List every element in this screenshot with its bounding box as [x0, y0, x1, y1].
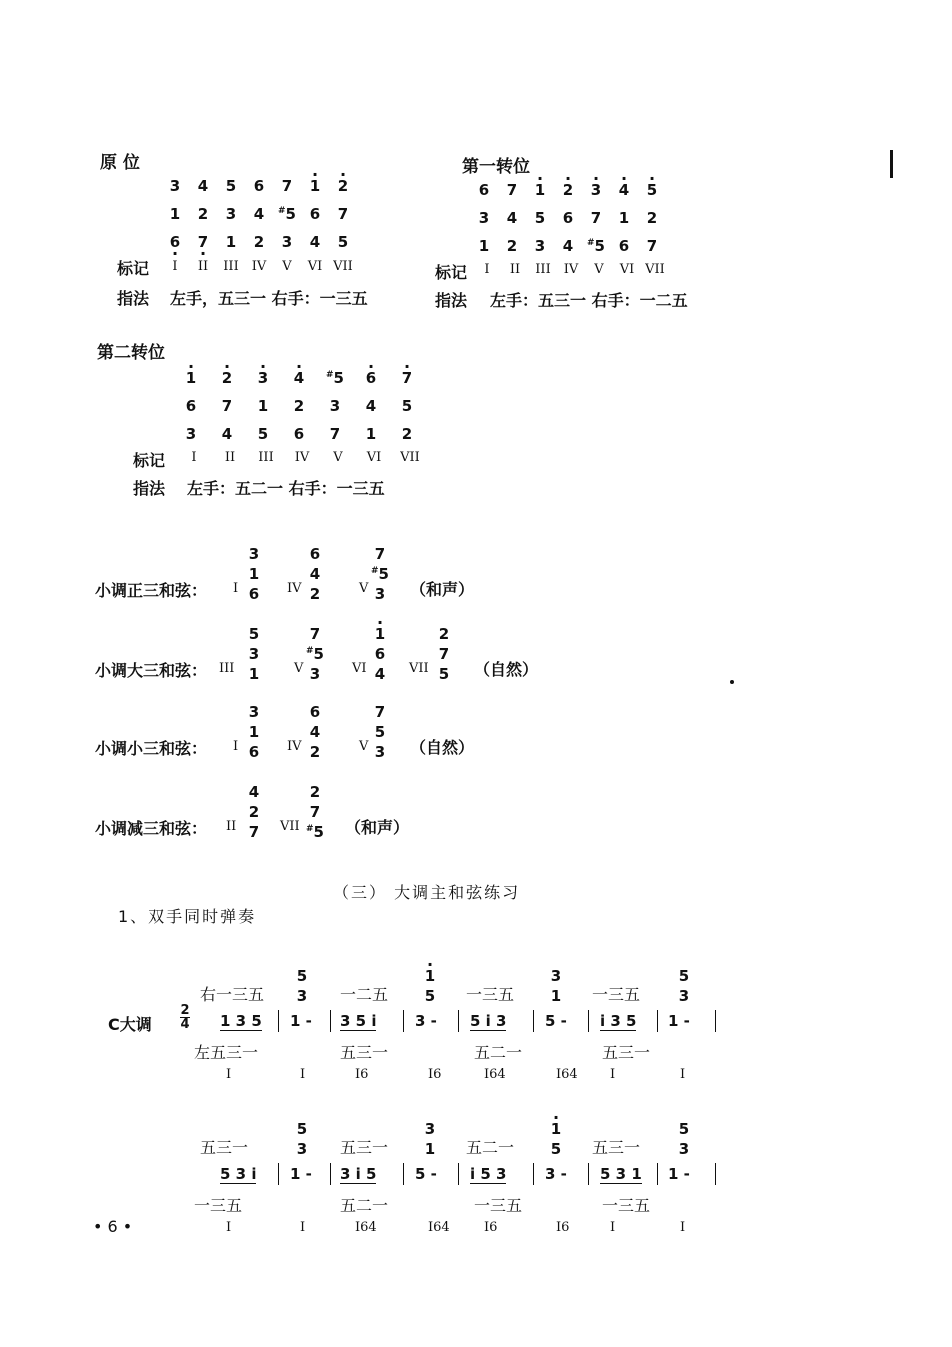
measure: 5 3 i — [220, 1165, 257, 1183]
chord-note: 3 — [374, 585, 386, 603]
first-fingering-label: 指法 — [435, 291, 468, 310]
chord-note: 3 — [309, 665, 321, 683]
harmony-mark: I — [226, 1067, 232, 1082]
barline — [458, 1163, 459, 1185]
first-mark: V — [594, 262, 604, 277]
second-inversion-title: 第二转位 — [97, 343, 165, 363]
fingering-bottom: 一三五 — [602, 1196, 651, 1215]
harmony-mark: I — [226, 1220, 232, 1235]
chord-note: 1 — [248, 665, 260, 683]
barline — [278, 1163, 279, 1185]
chord-roman: VII — [280, 819, 300, 834]
time-top: 2 — [180, 1003, 190, 1018]
first-note: 7 — [506, 181, 518, 199]
fingering-bottom: 五三一 — [602, 1043, 651, 1062]
first-note: 2 — [646, 209, 658, 227]
chord-note: 4 — [309, 723, 321, 741]
second-note: · 7 — [397, 369, 417, 387]
second-note: 3 — [185, 425, 197, 443]
stack-note: 3 — [678, 1140, 690, 1158]
measure: 5 i 3 — [470, 1012, 507, 1030]
chord-roman: IV — [287, 739, 302, 754]
barline — [657, 1010, 658, 1032]
second-fingering: 左手：五二一 右手：一三五 — [187, 479, 385, 498]
stack-note: 5 — [424, 987, 436, 1005]
chord-note-type: （自然） — [474, 660, 539, 679]
fingering-top: 一三五 — [466, 985, 515, 1004]
stack-note: 3 — [296, 987, 308, 1005]
root-note: 7 — [281, 177, 293, 195]
root-note: 3 — [225, 205, 237, 223]
barline — [715, 1163, 716, 1185]
root-note: 2 — [197, 205, 209, 223]
chord-note: 3 — [248, 645, 260, 663]
chord-note: 3 — [374, 743, 386, 761]
root-note: 1 — [169, 205, 181, 223]
harmony-mark: I — [680, 1220, 686, 1235]
second-note: 4 — [221, 425, 233, 443]
chord-note: 4 — [309, 565, 321, 583]
measure: i 3 5 — [600, 1012, 637, 1030]
second-note: 5 — [257, 425, 269, 443]
barline — [657, 1163, 658, 1185]
chord-note: 7 — [374, 545, 386, 563]
second-note: 6 — [185, 397, 197, 415]
chord-note: 1 — [248, 723, 260, 741]
harmony-mark: I6 — [484, 1220, 498, 1235]
second-mark: II — [224, 450, 236, 465]
stack-note: 5 — [678, 1120, 690, 1138]
chord-roman: III — [219, 661, 235, 676]
second-note: · 4 — [289, 369, 309, 387]
fingering-bottom: 五二一 — [340, 1196, 389, 1215]
root-note: 3 — [281, 233, 293, 251]
chord-note: #5 — [371, 565, 389, 583]
chord-note: 7 — [248, 823, 260, 841]
root-mark: V — [282, 259, 292, 274]
measure: 3 - — [545, 1165, 567, 1183]
second-note: 7 — [221, 397, 233, 415]
chord-note: 1 — [248, 565, 260, 583]
root-note: · 1 — [305, 177, 325, 195]
stack-note: 5 — [550, 1140, 562, 1158]
second-note: 7 — [329, 425, 341, 443]
harmony-mark: I6 — [355, 1067, 369, 1082]
second-mark: III — [258, 450, 274, 465]
root-mark: VI — [307, 259, 323, 274]
fingering-bottom: 左五三一 — [194, 1043, 259, 1062]
root-note: 6 — [309, 205, 321, 223]
second-mark: VI — [366, 450, 382, 465]
second-note: 5 — [401, 397, 413, 415]
second-note: 3 — [329, 397, 341, 415]
chord-note: 7 — [309, 625, 321, 643]
fingering-top: 右一三五 — [200, 985, 265, 1004]
barline — [403, 1163, 404, 1185]
chord-note: 5 — [248, 625, 260, 643]
first-note: #5 — [587, 237, 605, 255]
stack-note: · 1 — [546, 1120, 566, 1138]
measure: 1 3 5 — [220, 1012, 262, 1030]
barline — [533, 1010, 534, 1032]
harmony-mark: I — [610, 1067, 616, 1082]
measure: 3 5 i — [340, 1012, 377, 1030]
first-note: 5 — [534, 209, 546, 227]
fingering-bottom: 五三一 — [340, 1043, 389, 1062]
second-note: · 3 — [253, 369, 273, 387]
chord-note: 7 — [438, 645, 450, 663]
chord-label: 小调减三和弦： — [95, 819, 208, 838]
chord-label: 小调小三和弦： — [95, 739, 208, 758]
harmony-mark: I6 — [428, 1067, 442, 1082]
chord-note-type: （和声） — [410, 580, 475, 599]
root-fingering-label: 指法 — [117, 289, 150, 308]
chord-note: 4 — [374, 665, 386, 683]
root-fingering: 左手，五三一 右手：一三五 — [170, 289, 368, 308]
chord-note-type: （和声） — [345, 818, 410, 837]
root-note: 4 — [309, 233, 321, 251]
second-mark: IV — [294, 450, 310, 465]
root-mark: II — [197, 259, 209, 274]
barline — [330, 1163, 331, 1185]
chord-note: 7 — [374, 703, 386, 721]
root-position-title: 原 位 — [100, 153, 140, 173]
chord-roman: I — [233, 581, 239, 596]
stack-note: 3 — [296, 1140, 308, 1158]
first-mark: IV — [563, 262, 579, 277]
root-note: 4 — [197, 177, 209, 195]
chord-label: 小调正三和弦： — [95, 581, 208, 600]
chord-note: #5 — [306, 645, 324, 663]
chord-note: 5 — [438, 665, 450, 683]
first-note: · 5 — [642, 181, 662, 199]
chord-note: #5 — [306, 823, 324, 841]
harmony-mark: I — [680, 1067, 686, 1082]
measure: 5 - — [415, 1165, 437, 1183]
first-note: 4 — [562, 237, 574, 255]
barline — [278, 1010, 279, 1032]
stack-note: 5 — [678, 967, 690, 985]
stack-note: 3 — [550, 967, 562, 985]
measure: 5 3 1 — [600, 1165, 642, 1183]
first-note: · 2 — [558, 181, 578, 199]
first-note: 1 — [618, 209, 630, 227]
chord-note: 6 — [309, 545, 321, 563]
stack-note: 5 — [296, 1120, 308, 1138]
first-note: 6 — [618, 237, 630, 255]
margin-mark — [890, 150, 893, 178]
root-note: 5 — [225, 177, 237, 195]
root-note: 6 · — [165, 233, 185, 251]
time-bottom: 4 — [180, 1017, 190, 1032]
chord-label: 小调大三和弦： — [95, 661, 208, 680]
barline — [715, 1010, 716, 1032]
harmony-mark: I64 — [355, 1220, 377, 1235]
root-note: 2 — [253, 233, 265, 251]
chord-note: 6 — [309, 703, 321, 721]
first-note: · 1 — [530, 181, 550, 199]
root-note: 7 · — [193, 233, 213, 251]
chord-roman: II — [226, 819, 237, 834]
chord-note: 7 — [309, 803, 321, 821]
root-note: 1 — [225, 233, 237, 251]
first-note: 3 — [478, 209, 490, 227]
second-note: 2 — [293, 397, 305, 415]
first-note: 7 — [590, 209, 602, 227]
root-mark: IV — [251, 259, 267, 274]
second-note: · 6 — [361, 369, 381, 387]
measure: i 5 3 — [470, 1165, 507, 1183]
barline — [458, 1010, 459, 1032]
root-mark: VII — [333, 259, 353, 274]
second-note: · 1 — [181, 369, 201, 387]
fingering-bottom: 五二一 — [474, 1043, 523, 1062]
chord-roman: VII — [409, 661, 429, 676]
fingering-top: 五二一 — [466, 1138, 515, 1157]
root-note: 3 — [169, 177, 181, 195]
second-note: #5 — [326, 369, 344, 387]
measure: 1 - — [668, 1165, 690, 1183]
measure: 5 - — [545, 1012, 567, 1030]
root-mark: I — [172, 259, 178, 274]
first-note: · 4 — [614, 181, 634, 199]
first-inversion-title: 第一转位 — [462, 157, 530, 177]
speck — [730, 680, 734, 684]
barline — [330, 1010, 331, 1032]
measure: 1 - — [290, 1012, 312, 1030]
first-fingering: 左手：五三一 右手：一二五 — [490, 291, 688, 310]
first-mark: VI — [619, 262, 635, 277]
fingering-bottom: 一三五 — [474, 1196, 523, 1215]
fingering-bottom: 一三五 — [194, 1196, 243, 1215]
root-note: 6 — [253, 177, 265, 195]
chord-note: 6 — [248, 743, 260, 761]
root-note: 4 — [253, 205, 265, 223]
chord-roman: VI — [352, 661, 367, 676]
second-note: 2 — [401, 425, 413, 443]
first-note: 1 — [478, 237, 490, 255]
second-marks-label: 标记 — [133, 451, 166, 470]
chord-roman: V — [359, 739, 369, 754]
chord-note: 2 — [248, 803, 260, 821]
fingering-top: 五三一 — [200, 1138, 249, 1157]
first-note: 2 — [506, 237, 518, 255]
first-mark: VII — [645, 262, 665, 277]
second-mark: V — [333, 450, 343, 465]
fingering-top: 五三一 — [340, 1138, 389, 1157]
second-mark: I — [191, 450, 197, 465]
fingering-top: 一二五 — [340, 985, 389, 1004]
first-note: 4 — [506, 209, 518, 227]
harmony-mark: I — [300, 1220, 306, 1235]
chord-note: 3 — [248, 703, 260, 721]
measure: 3 - — [415, 1012, 437, 1030]
chord-note: 2 — [309, 743, 321, 761]
stack-note: 3 — [424, 1120, 436, 1138]
root-note: · 2 — [333, 177, 353, 195]
chord-note: 3 — [248, 545, 260, 563]
measure: 1 - — [290, 1165, 312, 1183]
harmony-mark: I64 — [428, 1220, 450, 1235]
time-signature — [180, 1004, 190, 1031]
root-note: 7 — [337, 205, 349, 223]
second-note: 6 — [293, 425, 305, 443]
chord-note: 2 — [309, 585, 321, 603]
first-marks-label: 标记 — [435, 263, 468, 282]
first-note: · 3 — [586, 181, 606, 199]
stack-note: 1 — [550, 987, 562, 1005]
chord-note: 5 — [374, 723, 386, 741]
barline — [588, 1010, 589, 1032]
barline — [403, 1010, 404, 1032]
root-note: 5 — [337, 233, 349, 251]
second-note: · 2 — [217, 369, 237, 387]
barline — [588, 1163, 589, 1185]
chord-note: · 1 — [370, 625, 390, 643]
measure: 1 - — [668, 1012, 690, 1030]
fingering-top: 一三五 — [592, 985, 641, 1004]
fingering-top: 五三一 — [592, 1138, 641, 1157]
first-mark: III — [535, 262, 551, 277]
key-label: C大调 — [108, 1015, 152, 1034]
chord-roman: I — [233, 739, 239, 754]
harmony-mark: I64 — [556, 1067, 578, 1082]
section-title: （三） 大调主和弦练习 — [333, 883, 521, 902]
chord-note-type: （自然） — [410, 738, 475, 757]
exercise-title: 1、双手同时弹奏 — [118, 907, 257, 926]
stack-note: · 1 — [420, 967, 440, 985]
chord-note: 4 — [248, 783, 260, 801]
root-marks-label: 标记 — [117, 259, 150, 278]
second-note: 1 — [365, 425, 377, 443]
stack-note: 3 — [678, 987, 690, 1005]
chord-note: 2 — [438, 625, 450, 643]
page-number: • 6 • — [93, 1217, 133, 1236]
first-mark: II — [509, 262, 521, 277]
chord-roman: V — [294, 661, 304, 676]
first-note: 6 — [478, 181, 490, 199]
second-mark: VII — [400, 450, 420, 465]
first-note: 7 — [646, 237, 658, 255]
barline — [533, 1163, 534, 1185]
stack-note: 1 — [424, 1140, 436, 1158]
stack-note: 5 — [296, 967, 308, 985]
chord-note: 2 — [309, 783, 321, 801]
first-mark: I — [484, 262, 490, 277]
harmony-mark: I — [610, 1220, 616, 1235]
second-fingering-label: 指法 — [133, 479, 166, 498]
root-mark: III — [223, 259, 239, 274]
chord-roman: V — [359, 581, 369, 596]
chord-roman: IV — [287, 581, 302, 596]
harmony-mark: I64 — [484, 1067, 506, 1082]
measure: 3 i 5 — [340, 1165, 377, 1183]
chord-note: 6 — [374, 645, 386, 663]
root-note: #5 — [278, 205, 296, 223]
chord-note: 6 — [248, 585, 260, 603]
first-note: 3 — [534, 237, 546, 255]
harmony-mark: I6 — [556, 1220, 570, 1235]
second-note: 4 — [365, 397, 377, 415]
harmony-mark: I — [300, 1067, 306, 1082]
second-note: 1 — [257, 397, 269, 415]
first-note: 6 — [562, 209, 574, 227]
